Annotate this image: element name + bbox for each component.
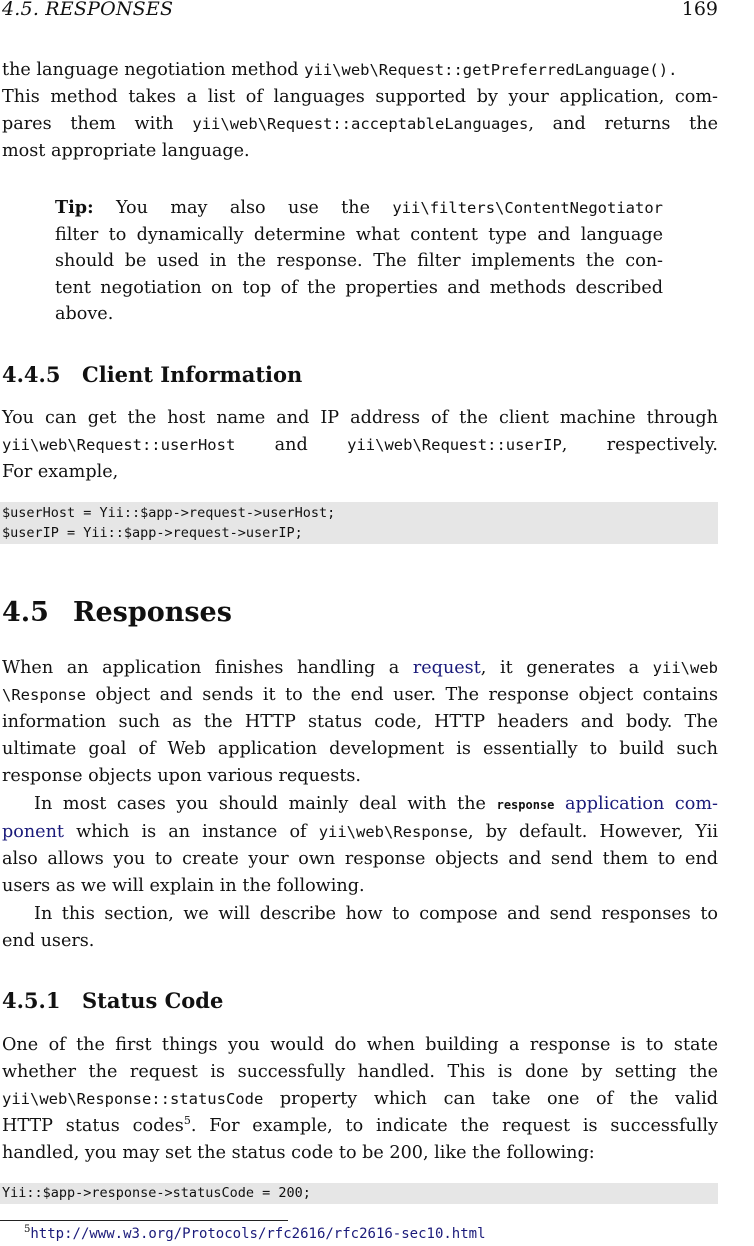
code-block-client	[0, 502, 718, 544]
intro-line-2: This method takes a list of languages supported by your application, com-	[2, 87, 718, 107]
code-line: $userHost = Yii::$app->request->userHost;	[2, 505, 336, 521]
intro-line-1: the language negotiation method yii\web\Request::getPreferredLanguage().	[2, 60, 678, 80]
tip-box	[55, 195, 663, 328]
tip-line-3: should be used in the response. The filter implements the con-	[55, 251, 663, 271]
tip-line-1: Tip: You may also use the yii\filters\ContentNegotiator	[55, 197, 663, 218]
inline-code: yii\web\Request::acceptableLanguages	[192, 115, 529, 133]
section-heading-status-code: 4.5.1 Status Code	[2, 988, 224, 1013]
section-heading-responses: 4.5 Responses	[2, 597, 232, 628]
responses-paragraph-3: In this section, we will describe how to compose and send responses to end users.	[2, 904, 718, 951]
code-line: $userIP = Yii::$app->request->userIP;	[2, 525, 303, 541]
tip-line-5: above.	[55, 304, 114, 324]
intro-paragraph	[2, 57, 718, 165]
code-block-status	[0, 1183, 718, 1204]
tip-line-2: filter to dynamically determine what content type and language	[55, 224, 663, 245]
inline-code: yii\web\Response	[318, 823, 468, 841]
page-number: 169	[681, 0, 718, 20]
status-paragraph: One of the first things you would do when building a response is to state whether the request is successfully handled. This is done by setting the yii\web\Response::statusCode property which can take one of the valid HTTP status codes$^5$. For example, to indicate the request is successfully handled, you may set the status code to be 200, like the following:	[2, 1035, 718, 1163]
responses-paragraph-1: When an application finishes handling a request, it generates a yii\web \Response object and sends it to the end user. The response object contains information such as the HTTP status code, HTTP headers and body. The ultimate goal of Web application development is essentially to build such response objects upon various requests.	[2, 658, 718, 786]
tip-line-4: tent negotiation on top of the properties and methods described	[55, 277, 663, 298]
inline-code: yii\web\Request::userIP	[347, 436, 562, 454]
inline-code: response	[496, 798, 555, 812]
inline-code: yii\web	[652, 659, 718, 677]
client-paragraph: You can get the host name and IP address of the client machine through yii\web\Request::userHost and yii\web\Request::userIP, respectively. For example,	[2, 408, 718, 482]
inline-code: yii\web\Request::userHost	[2, 436, 236, 454]
intro-line-3: pares them with yii\web\Request::acceptableLanguages, and returns the	[2, 114, 718, 134]
inline-code: yii\filters\ContentNegotiator	[392, 199, 663, 217]
intro-line-4: most appropriate language.	[2, 141, 250, 161]
code-line: Yii::$app->response->statusCode = 200;	[2, 1185, 311, 1201]
footnote-url-link[interactable]: http://www.w3.org/Protocols/rfc2616/rfc2616-sec10.html	[30, 1226, 486, 1242]
inline-code: yii\web\Response::statusCode	[2, 1090, 264, 1108]
inline-code: yii\web\Request::getPreferredLanguage().	[304, 61, 678, 79]
application-component-link-cont[interactable]: ponent	[2, 822, 64, 842]
running-header-section: 4.5. RESPONSES	[2, 0, 174, 20]
responses-paragraph-2: In most cases you should mainly deal with the response application com- ponent which is an instance of yii\web\Response, by default. However, Yii also allows you to create your own response objects and send them to end users as we will explain in the following.	[2, 794, 718, 896]
footnote-number: 5	[24, 1224, 31, 1235]
tip-label: Tip:	[55, 197, 94, 218]
footnote-marker[interactable]: 5	[183, 1114, 191, 1128]
inline-code: \Response	[2, 686, 86, 704]
footnote	[24, 1224, 486, 1242]
section-heading-client-information: 4.4.5 Client Information	[2, 362, 303, 387]
footnote-rule	[0, 1220, 288, 1221]
application-component-link[interactable]: application com-	[565, 794, 718, 814]
request-link[interactable]: request	[412, 658, 481, 678]
